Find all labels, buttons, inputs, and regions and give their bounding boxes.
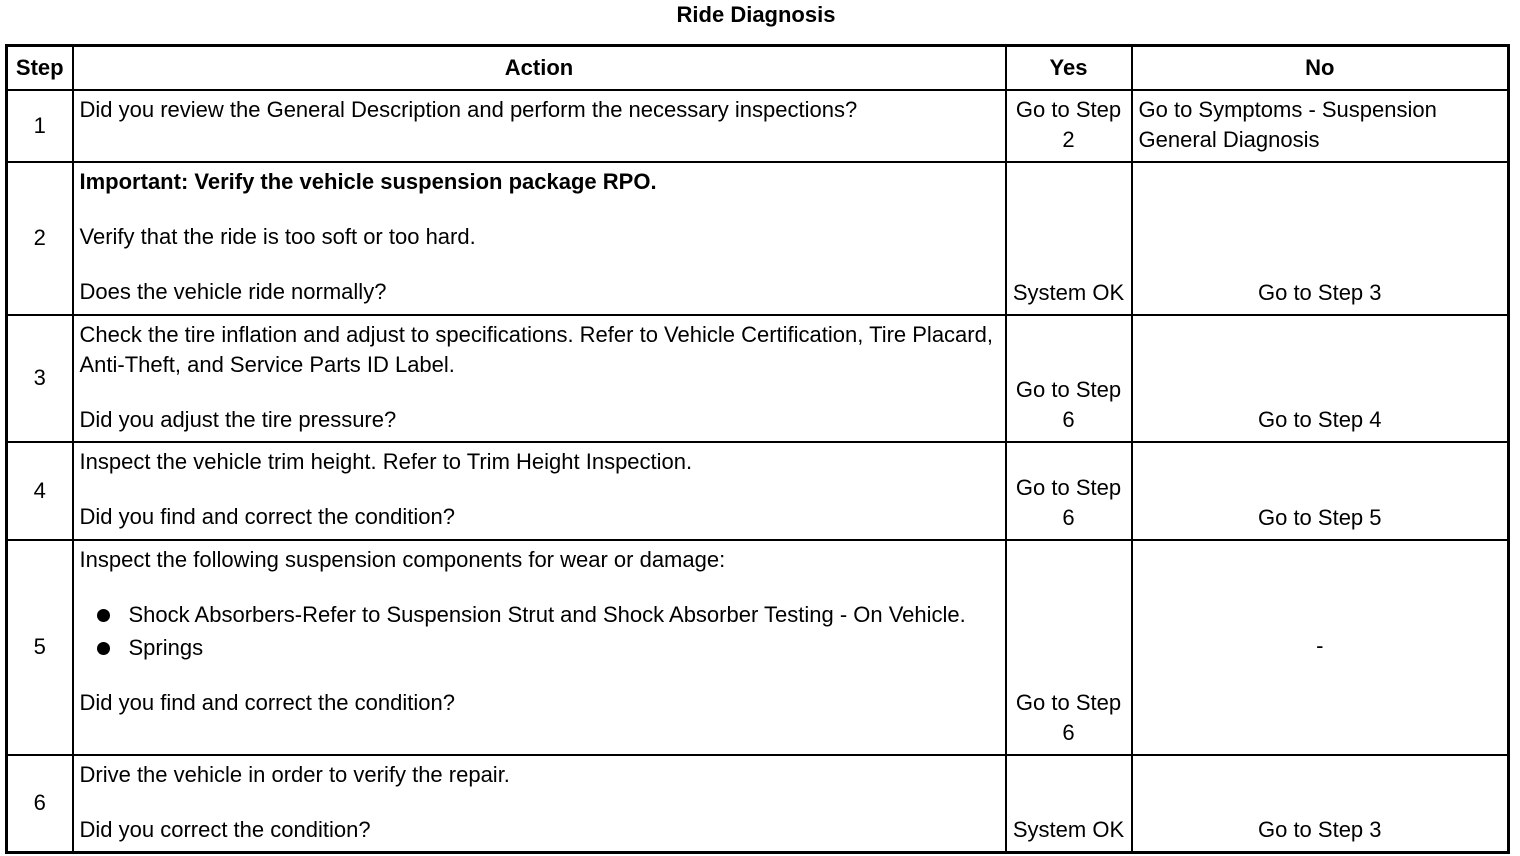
no-result: Go to Step 3: [1132, 162, 1509, 315]
action-text: Did you review the General Description and perform the necessary inspections?: [73, 90, 1006, 162]
action-text: Check the tire inflation and adjust to specifications. Refer to Vehicle Certification, Tire Placard, Anti-Theft, and Service Parts ID Label.: [79, 321, 993, 377]
action-question: Does the vehicle ride normally?: [79, 278, 387, 304]
yes-result: Go to Step 6: [1006, 315, 1132, 442]
step-number: 5: [7, 540, 73, 755]
component-list: [80, 600, 999, 663]
table-row: [7, 755, 1509, 853]
no-result: Go to Symptoms - Suspension General Diagnosis: [1132, 90, 1509, 162]
action-question: Did you adjust the tire pressure?: [79, 406, 397, 432]
yes-result: Go to Step 6: [1006, 540, 1132, 755]
table-row: [7, 162, 1509, 315]
header-step: Step: [7, 46, 73, 90]
step-number: 3: [7, 315, 73, 442]
page-title: Ride Diagnosis: [676, 2, 836, 27]
no-result: Go to Step 3: [1132, 755, 1509, 853]
table-row: [7, 315, 1509, 442]
action-question: Did you find and correct the condition?: [79, 503, 455, 529]
action-cell: [73, 162, 1006, 315]
no-result: Go to Step 5: [1132, 442, 1509, 540]
action-question: Did you find and correct the condition?: [79, 689, 455, 715]
table-row: [7, 540, 1509, 755]
action-cell: [73, 540, 1006, 755]
header-no: No: [1132, 46, 1509, 90]
action-text: Inspect the vehicle trim height. Refer to Trim Height Inspection.: [79, 448, 693, 474]
action-question: Did you correct the condition?: [79, 816, 371, 842]
ride-diagnosis-table: [5, 44, 1510, 854]
yes-result: System OK: [1006, 162, 1132, 315]
step-number: 6: [7, 755, 73, 853]
action-cell: [73, 315, 1006, 442]
header-yes: Yes: [1006, 46, 1132, 90]
list-item: Shock Absorbers-Refer to Suspension Strut and Shock Absorber Testing - On Vehicle.: [80, 600, 999, 630]
step-number: 2: [7, 162, 73, 315]
no-result: Go to Step 4: [1132, 315, 1509, 442]
header-action: Action: [73, 46, 1006, 90]
action-text: Verify that the ride is too soft or too hard.: [79, 223, 476, 249]
action-cell: [73, 755, 1006, 853]
action-cell: [73, 442, 1006, 540]
action-text: Drive the vehicle in order to verify the repair.: [79, 761, 510, 787]
yes-result: Go to Step 6: [1006, 442, 1132, 540]
table-row: [7, 90, 1509, 162]
table-header-row: [7, 46, 1509, 90]
yes-result: Go to Step 2: [1006, 90, 1132, 162]
no-result: -: [1132, 540, 1509, 755]
yes-result: System OK: [1006, 755, 1132, 853]
step-number: 4: [7, 442, 73, 540]
action-text: Inspect the following suspension components for wear or damage:: [79, 546, 726, 572]
table-row: [7, 442, 1509, 540]
important-note: Important: Verify the vehicle suspension package RPO.: [79, 168, 657, 194]
list-item: Springs: [80, 633, 999, 663]
step-number: 1: [7, 90, 73, 162]
